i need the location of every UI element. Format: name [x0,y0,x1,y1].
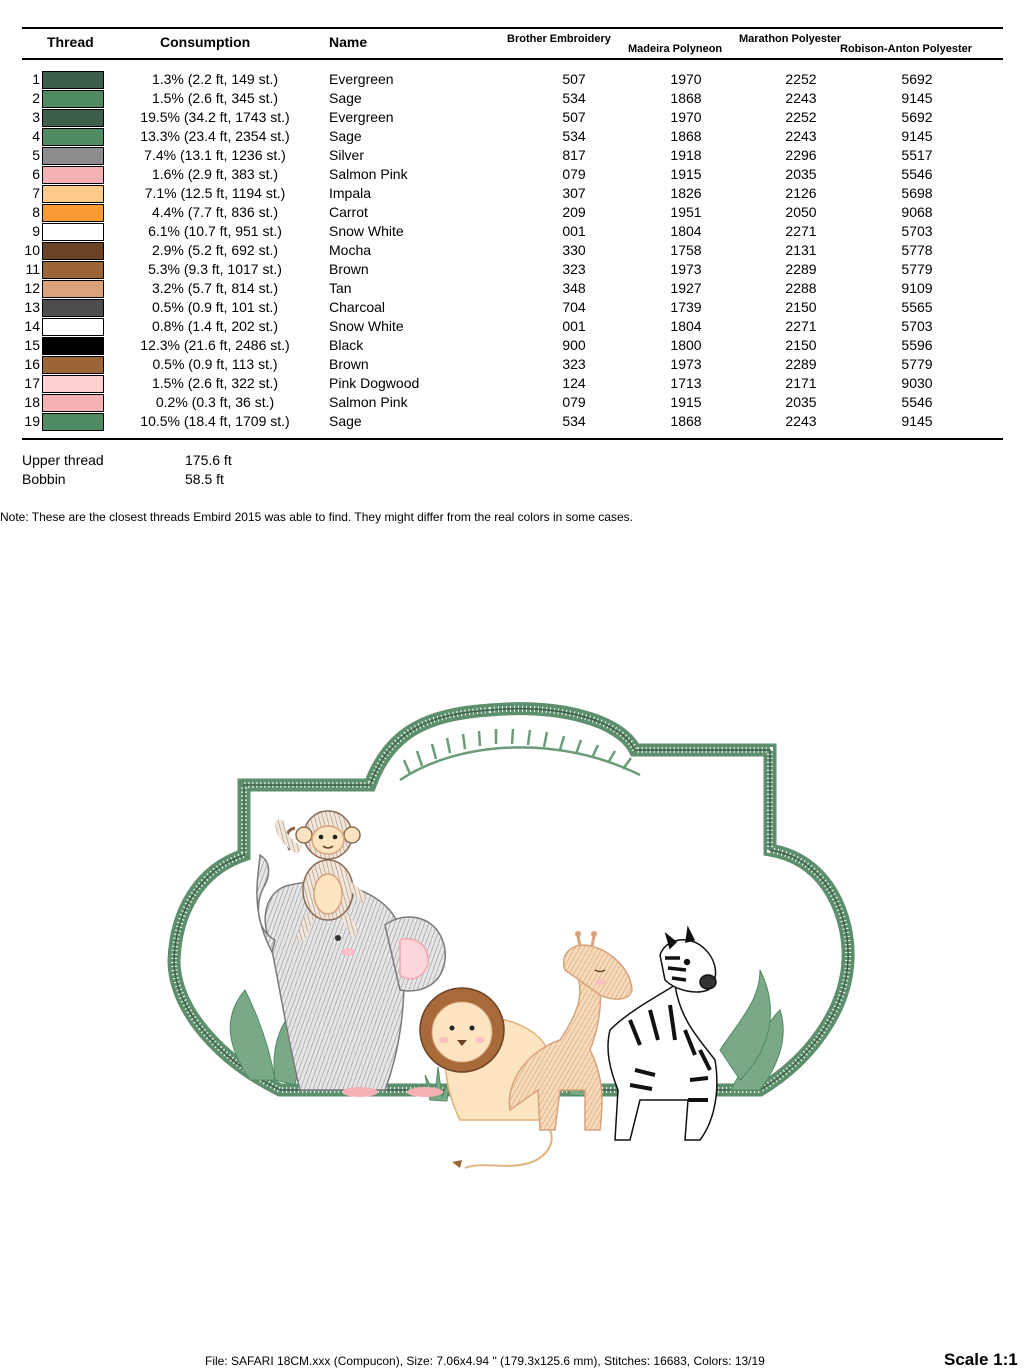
marathon-code: 2296 [785,147,817,163]
header-name: Name [329,34,368,50]
color-swatch [42,223,104,241]
brother-code: 900 [562,337,586,353]
thread-consumption: 13.3% (23.4 ft, 2354 st.) [140,128,290,144]
brother-code: 534 [562,413,586,429]
marathon-code: 2150 [785,337,817,353]
table-row [0,412,1024,431]
top-branch [400,729,640,780]
bobbin-value: 58.5 ft [185,471,224,487]
marathon-code: 2131 [785,242,817,258]
robison-code: 9145 [901,90,933,106]
marathon-code: 2243 [785,128,817,144]
marathon-code: 2171 [785,375,817,391]
robison-code: 5779 [901,356,933,372]
thread-name: Evergreen [329,71,394,87]
table-row [0,89,1024,108]
madeira-code: 1918 [670,147,702,163]
header-robison: Robison-Anton Polyester [840,43,973,55]
robison-code: 5703 [901,223,933,239]
color-swatch [42,185,104,203]
color-swatch [42,394,104,412]
madeira-code: 1951 [670,204,702,220]
table-row [0,279,1024,298]
marathon-code: 2050 [785,204,817,220]
thread-number: 3 [32,109,40,125]
color-swatch [42,204,104,222]
table-bottom-rule [22,438,1003,440]
table-row [0,127,1024,146]
thread-name: Impala [329,185,372,201]
thread-number: 10 [24,242,40,258]
thread-name: Mocha [329,242,372,258]
thread-number: 18 [24,394,40,410]
header-brother: Brother Embroidery [507,33,611,45]
madeira-code: 1973 [670,356,702,372]
thread-number: 1 [32,71,40,87]
madeira-code: 1970 [670,109,702,125]
header-marathon: Marathon Polyester [739,33,842,45]
table-row [0,184,1024,203]
table-top-rule [22,27,1003,29]
thread-consumption: 6.1% (10.7 ft, 951 st.) [148,223,282,239]
thread-name: Snow White [329,318,404,334]
thread-name: Brown [329,356,369,372]
thread-name: Sage [329,128,362,144]
robison-code: 5778 [901,242,933,258]
table-row [0,108,1024,127]
robison-code: 5779 [901,261,933,277]
thread-number: 2 [32,90,40,106]
madeira-code: 1804 [670,223,702,239]
thread-name: Carrot [329,204,368,220]
table-row [0,336,1024,355]
marathon-code: 2126 [785,185,817,201]
madeira-code: 1927 [670,280,702,296]
thread-consumption: 0.5% (0.9 ft, 101 st.) [151,299,279,315]
thread-consumption: 2.9% (5.2 ft, 692 st.) [151,242,279,258]
color-swatch [42,261,104,279]
thread-name: Salmon Pink [329,166,408,182]
thread-consumption: 19.5% (34.2 ft, 1743 st.) [140,109,290,125]
thread-number: 12 [24,280,40,296]
table-row [0,374,1024,393]
table-row [0,165,1024,184]
thread-name: Evergreen [329,109,394,125]
color-swatch [42,71,104,89]
brother-code: 001 [562,223,586,239]
madeira-code: 1800 [670,337,702,353]
robison-code: 9145 [901,413,933,429]
robison-code: 5692 [901,71,933,87]
madeira-code: 1826 [670,185,702,201]
robison-code: 5703 [901,318,933,334]
thread-consumption: 10.5% (18.4 ft, 1709 st.) [140,413,290,429]
color-swatch [42,299,104,317]
thread-name: Charcoal [329,299,386,315]
color-swatch [42,109,104,127]
color-swatch [42,280,104,298]
thread-consumption: 5.3% (9.3 ft, 1017 st.) [148,261,282,277]
thread-number: 19 [24,413,40,429]
robison-code: 5546 [901,166,933,182]
thread-consumption: 3.2% (5.7 ft, 814 st.) [151,280,279,296]
color-swatch [42,128,104,146]
thread-name: Brown [329,261,369,277]
madeira-code: 1868 [670,90,702,106]
thread-consumption: 4.4% (7.7 ft, 836 st.) [151,204,279,220]
header-consumption: Consumption [160,34,251,50]
brother-code: 323 [562,356,586,372]
thread-name: Sage [329,90,362,106]
table-row [0,260,1024,279]
marathon-code: 2035 [785,166,817,182]
upper-thread-value: 175.6 ft [185,452,232,468]
brother-code: 534 [562,128,586,144]
brother-code: 507 [562,109,586,125]
thread-number: 14 [24,318,40,334]
madeira-code: 1915 [670,394,702,410]
brother-code: 348 [562,280,586,296]
header-madeira: Madeira Polyneon [628,43,723,55]
color-swatch [42,242,104,260]
color-swatch [42,413,104,431]
madeira-code: 1868 [670,128,702,144]
madeira-code: 1739 [670,299,702,315]
table-row [0,393,1024,412]
robison-code: 9145 [901,128,933,144]
color-swatch [42,375,104,393]
table-row [0,317,1024,336]
marathon-code: 2288 [785,280,817,296]
table-row [0,146,1024,165]
robison-code: 5596 [901,337,933,353]
table-row [0,222,1024,241]
thread-number: 9 [32,223,40,239]
brother-code: 209 [562,204,586,220]
marathon-code: 2243 [785,90,817,106]
thread-name: Salmon Pink [329,394,408,410]
brother-code: 124 [562,375,586,391]
thread-name: Silver [329,147,365,163]
header-thread: Thread [47,34,94,50]
robison-code: 5546 [901,394,933,410]
table-row [0,355,1024,374]
brother-code: 079 [562,166,586,182]
madeira-code: 1804 [670,318,702,334]
table-row [0,298,1024,317]
marathon-code: 2252 [785,109,817,125]
robison-code: 9030 [901,375,933,391]
thread-number: 17 [24,375,40,391]
thread-consumption: 1.5% (2.6 ft, 345 st.) [151,90,279,106]
madeira-code: 1758 [670,242,702,258]
file-info: File: SAFARI 18CM.xxx (Compucon), Size: 7.06x4.94 " (179.3x125.6 mm), Stitches: 16683, Colors: 13/19 [205,1354,765,1368]
robison-code: 9109 [901,280,933,296]
brother-code: 507 [562,71,586,87]
brother-code: 079 [562,394,586,410]
thread-number: 15 [24,337,40,353]
table-row [0,70,1024,89]
scale-label: Scale 1:1 [944,1350,1018,1369]
brother-code: 307 [562,185,586,201]
robison-code: 5565 [901,299,933,315]
thread-number: 16 [24,356,40,372]
thread-number: 4 [32,128,40,144]
thread-name: Sage [329,413,362,429]
brother-code: 704 [562,299,586,315]
marathon-code: 2289 [785,356,817,372]
brother-code: 817 [562,147,586,163]
marathon-code: 2289 [785,261,817,277]
thread-name: Snow White [329,223,404,239]
upper-thread-label: Upper thread [22,452,104,468]
brother-code: 323 [562,261,586,277]
marathon-code: 2035 [785,394,817,410]
madeira-code: 1973 [670,261,702,277]
embroidery-design-preview [160,690,860,1190]
header-bottom-rule [22,58,1003,60]
thread-table [0,70,1024,431]
robison-code: 5517 [901,147,933,163]
thread-consumption: 7.4% (13.1 ft, 1236 st.) [144,147,286,163]
marathon-code: 2271 [785,318,817,334]
thread-consumption: 0.8% (1.4 ft, 202 st.) [151,318,279,334]
zebra [608,928,717,1140]
marathon-code: 2150 [785,299,817,315]
madeira-code: 1915 [670,166,702,182]
thread-name: Tan [329,280,352,296]
color-swatch [42,90,104,108]
thread-note: Note: These are the closest threads Embird 2015 was able to find. They might differ from the real colors in some cases. [0,510,633,524]
thread-name: Black [329,337,364,353]
color-swatch [42,147,104,165]
thread-number: 8 [32,204,40,220]
color-swatch [42,337,104,355]
brother-code: 001 [562,318,586,334]
robison-code: 9068 [901,204,933,220]
color-swatch [42,318,104,336]
thread-number: 5 [32,147,40,163]
bobbin-label: Bobbin [22,471,66,487]
thread-consumption: 1.3% (2.2 ft, 149 st.) [151,71,279,87]
table-row [0,241,1024,260]
thread-number: 6 [32,166,40,182]
madeira-code: 1868 [670,413,702,429]
color-swatch [42,356,104,374]
robison-code: 5692 [901,109,933,125]
color-swatch [42,166,104,184]
robison-code: 5698 [901,185,933,201]
thread-number: 11 [25,261,40,277]
thread-consumption: 0.5% (0.9 ft, 113 st.) [152,356,278,372]
brother-code: 534 [562,90,586,106]
table-row [0,203,1024,222]
thread-number: 13 [24,299,40,315]
thread-name: Pink Dogwood [329,375,420,391]
marathon-code: 2271 [785,223,817,239]
marathon-code: 2243 [785,413,817,429]
thread-consumption: 12.3% (21.6 ft, 2486 st.) [140,337,290,353]
marathon-code: 2252 [785,71,817,87]
thread-consumption: 7.1% (12.5 ft, 1194 st.) [144,185,286,201]
thread-consumption: 0.2% (0.3 ft, 36 st.) [155,394,275,410]
madeira-code: 1713 [670,375,702,391]
brother-code: 330 [562,242,586,258]
thread-number: 7 [32,185,40,201]
madeira-code: 1970 [670,71,702,87]
thread-consumption: 1.6% (2.9 ft, 383 st.) [151,166,279,182]
thread-consumption: 1.5% (2.6 ft, 322 st.) [151,375,279,391]
